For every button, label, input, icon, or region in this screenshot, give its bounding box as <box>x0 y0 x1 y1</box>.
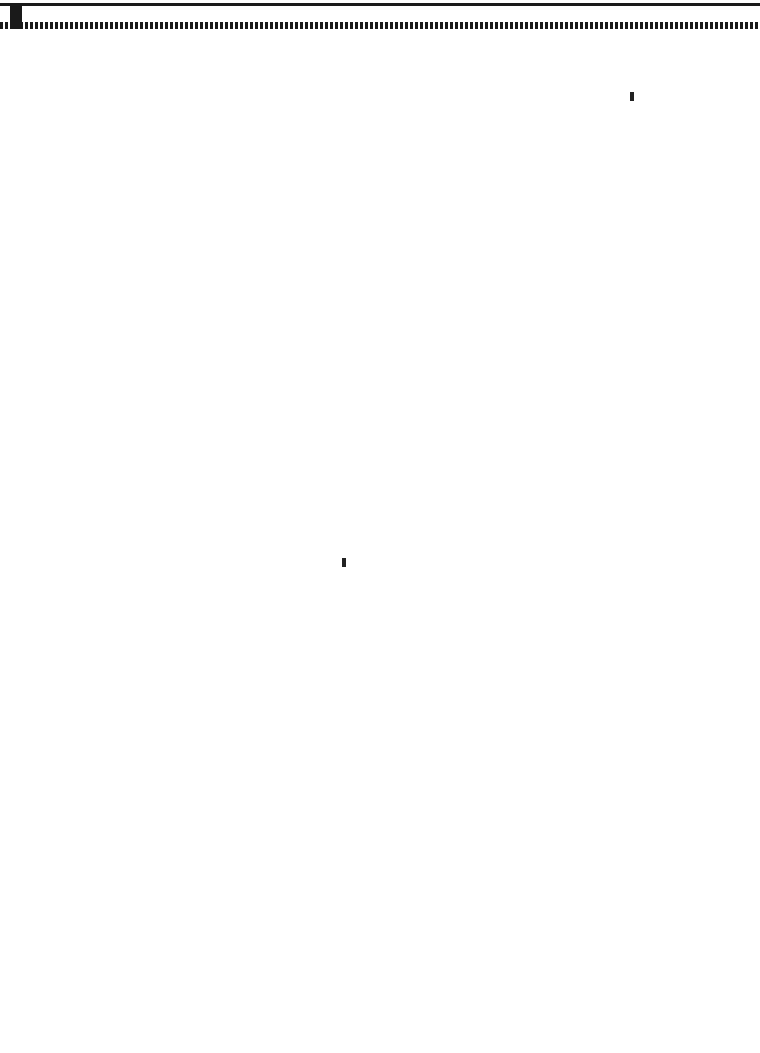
header-rule <box>0 3 760 6</box>
page-header <box>0 0 760 34</box>
page-number <box>10 5 22 29</box>
section-heading-4dan <box>342 558 346 567</box>
header-stripes <box>0 22 760 29</box>
section-heading-5dan <box>630 92 634 101</box>
